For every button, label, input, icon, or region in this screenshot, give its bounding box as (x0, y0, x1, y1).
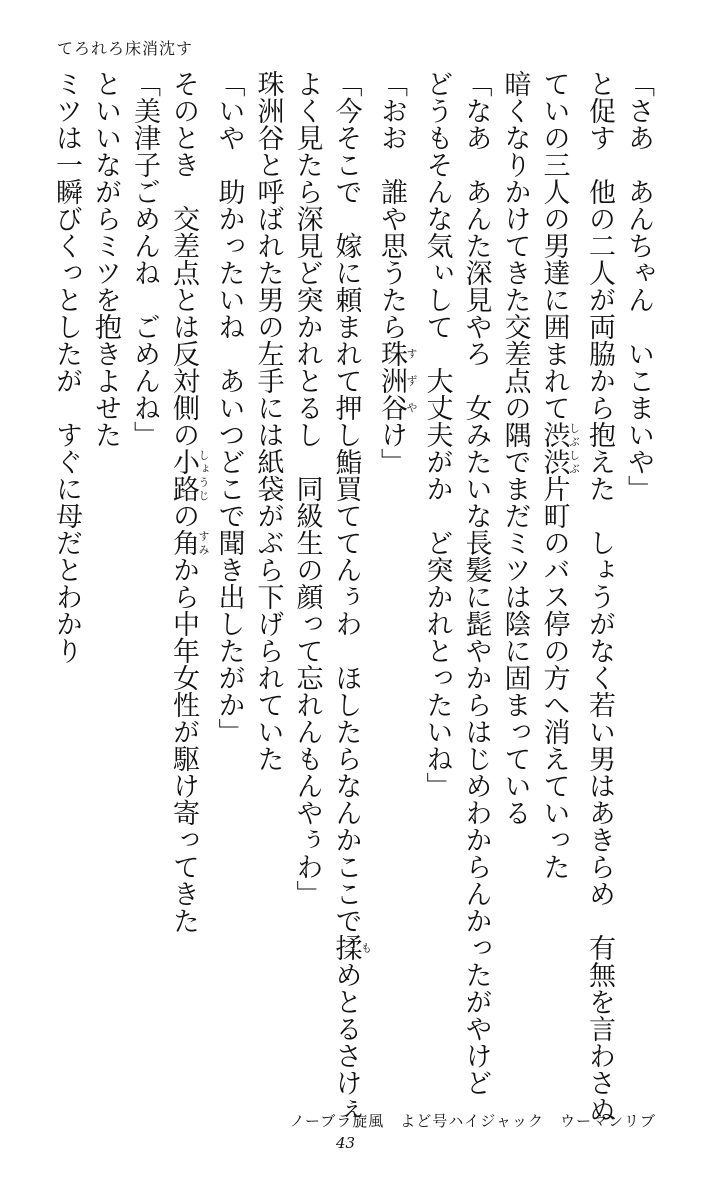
text-line: 「今そこで 嫁に頼まれて押し鮨買ててんぅわ ほしたらなんかここで揉もめとるさけぇ (330, 70, 373, 1123)
running-footer: ノーブラ旋風 よど号ハイジャック ウーマンリブ (289, 1112, 656, 1130)
text-line: ていの三人の男達に囲まれて渋渋しぶしぶ片町のバス停の方へ消えていった (538, 70, 581, 880)
text-line: よく見たら深見ど突かれとるし 同級生の顔って忘れんもんやぅわ」 (291, 70, 323, 907)
text-line: 「なあ あんた深見やろ 女みたいな長髪に髭やからはじめわからんかったがやけど (460, 70, 492, 1096)
text-line: といいながらミツを抱きよせた (90, 70, 121, 448)
running-header: てろれろ床消沈す (57, 39, 194, 58)
text-line: 珠洲谷と呼ばれた男の左手には紙袋がぶら下げられていた (252, 70, 284, 772)
text-line: 「さあ あんちゃん いこまいや」 (623, 70, 654, 502)
text-line: どうもそんな気ぃして 大丈夫がか ど突かれとったいね」 (421, 70, 453, 799)
ruby-annotation: 角すみ (168, 529, 210, 556)
text-line: ミツは一瞬びくっとしたが すぐに母だとわかり (51, 70, 82, 664)
page-number: 43 (336, 1134, 356, 1152)
text-line: と促す 他の二人が両脇から抱えた しょうがなく若い男はあきらめ 有無を言わさぬ (584, 70, 615, 1123)
text-line: 「美津子ごめんね ごめんね」 (129, 70, 160, 448)
text-line: 「おお 誰や思うたら珠洲谷すずやけ」 (376, 70, 418, 475)
text-line: 暗くなりかけてきた交差点の隅でまだミツは陰に固まっている (499, 70, 531, 826)
ruby-annotation: 揉も (330, 934, 373, 961)
text-line: 「いや 助かったいね あいつどこで聞き出したがか」 (213, 70, 245, 745)
ruby-annotation: 渋渋しぶしぶ (538, 421, 581, 475)
ruby-annotation: 小路しょうじ (168, 448, 210, 502)
text-line: そのとき 交差点とは反対側の小路しょうじの角すみから中年女性が駆け寄ってきた (168, 70, 210, 934)
ruby-annotation: 珠洲谷すずや (376, 340, 418, 421)
